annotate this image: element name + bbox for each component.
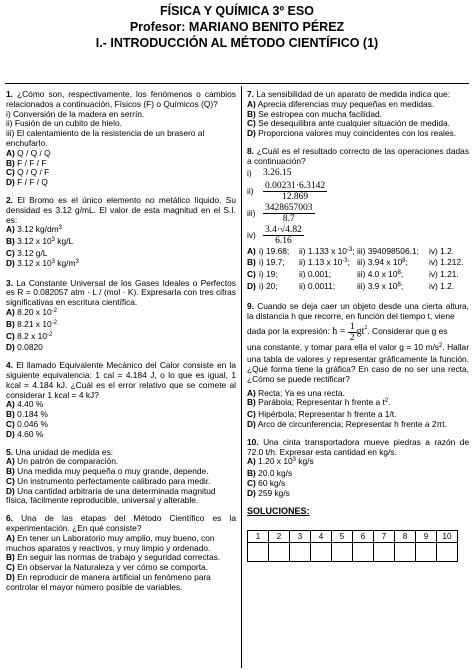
unit-title: I.- INTRODUCCIÓN AL MÉTODO CIENTÍFICO (1)	[95, 36, 379, 50]
solution-number: 9	[416, 531, 437, 543]
question-4	[6, 361, 236, 439]
solution-number: 7	[374, 531, 395, 543]
item: ii) Fusión de un cubito de hielo.	[6, 118, 122, 129]
option-c: C) 60 kg/s	[247, 477, 286, 488]
solutions-title: SOLUCIONES:	[247, 505, 310, 516]
option-b: B) 20.0 kg/s	[247, 468, 293, 479]
question-text: Una de las etapas del Método Científico es la experimentación. ¿En qué consiste?	[6, 513, 237, 534]
option-d: D) Proporciona valores muy coincidentes con los reales.	[247, 128, 457, 139]
option-c: C) Se desequilibra ante cualquier situación de medida.	[247, 118, 450, 129]
question-2	[6, 196, 236, 271]
option-a: A) Recta; Ya es una recta.	[247, 387, 345, 398]
option-d: D) 4.60 %	[6, 428, 44, 439]
answer-cell[interactable]	[332, 543, 353, 562]
left-column	[6, 90, 236, 601]
answer-cell[interactable]	[248, 543, 269, 562]
option-c: C) 3.12 g/L	[6, 247, 48, 258]
header-rule	[5, 83, 469, 84]
question-text: Una cinta transportadora mueve piedras a razón de 72.0 t/h. Expresar esta cantidad en kg/s.	[247, 436, 470, 457]
question-1	[6, 90, 236, 188]
option-c: C) Hipérbola; Representar h frente a 1/t.	[247, 409, 397, 420]
question-number: 10.	[247, 436, 259, 447]
question-10	[247, 438, 469, 499]
solution-number: 5	[332, 531, 353, 543]
question-3	[6, 279, 236, 354]
option-a: A) 8.20 x $10^{-2}$	[6, 306, 57, 317]
question-9: 9. Cuando se deja caer un objeto desde una cierta altura, la distancia h que recorre, en función del tiempo t, viene dada por la expresión: h = $\frac{1}{2}$ gt 2 . Considerar que g es una constante, y tomar para ella el valor g = 10 $m/s^2$. Hallar una tabla de valores y representar gráficamente la función. ¿Qué forma tiene la gráfica? En caso de no ser una recta, ¿Cómo se puede rectificar? A) Recta; Ya es una recta. B) Parábola; Representar h frente a $t^2$. C) Hipérbola; Representar h frente a 1/t. D) Arco de circunferencia; Representar h frente a 2πt.	[247, 300, 469, 429]
question-number: 9.	[247, 300, 254, 311]
option-b: B) Una medida muy pequeña o muy grande, depende.	[6, 466, 209, 477]
solution-number: 2	[269, 531, 290, 543]
question-text: La Constante Universal de los Gases Ideales o Perfectos es R = 0.082057 atm · L / (mol · K). Expresarla con tres cifras significativas en escritura científica.	[6, 277, 236, 308]
option-a: A) En tener un Laboratorio muy amplio, muy bueno, con muchos aparatos y reactivos, y muy limpio y ordenado.	[6, 532, 215, 553]
expression-i: i) 3.26.15	[247, 167, 292, 178]
option-a: A) 4.40 %	[6, 399, 44, 410]
solutions-table	[247, 530, 458, 562]
expression-iii: iii) $\frac{3428657003}{8.7}$	[247, 203, 313, 225]
answer-cell[interactable]	[311, 543, 332, 562]
option-a: A) Un patrón de comparación.	[6, 456, 119, 467]
answer-cell[interactable]	[269, 543, 290, 562]
solution-number: 6	[353, 531, 374, 543]
question-7	[247, 90, 469, 139]
option-b: B) En seguir las normas de trabajo y seguridad correctas.	[6, 552, 221, 563]
question-text: Una unidad de medida es:	[15, 446, 114, 457]
formula-line: dada por la expresión: h = $\frac{1}{2}$ gt 2 . Considerar que g es	[247, 321, 448, 343]
option-a: A) 1.20 x $10^3$ kg/s	[247, 456, 314, 467]
option-b: B) Parábola; Representar h frente a $t^2$.	[247, 397, 391, 408]
option-c: C) 0.046 %	[6, 418, 48, 429]
header	[0, 3, 474, 51]
right-column	[247, 90, 469, 562]
option-d: D) 0.0820	[6, 342, 43, 353]
teacher-name: Profesor: MARIANO BENITO PÉREZ	[129, 20, 345, 34]
question-text: La sensibilidad de un aparato de medida indica que:	[256, 89, 451, 99]
option-c: C) En observar la Naturaleza y ver cómo se comporta.	[6, 562, 209, 573]
option-c: C) 8.2 x $10^{-2}$	[6, 330, 53, 341]
option-b: B) F / F / F	[6, 157, 47, 168]
question-number: 4.	[6, 360, 13, 371]
solutions-header-row	[248, 531, 458, 543]
solution-number: 4	[311, 531, 332, 543]
solution-number: 3	[290, 531, 311, 543]
question-8	[247, 147, 469, 294]
expression-ii: ii) $\frac{0.00231\cdot 6.3142}{12.869}$	[247, 181, 326, 203]
solution-number: 10	[437, 531, 458, 543]
question-number: 6.	[6, 513, 13, 524]
question-text: El llamado Equivalente Mecánico del Calor consiste en la siguiente equivalencia: 1 cal = 4.184 J, o lo que es igual, 1 kcal = 4.184 kJ. ¿Cuál es el error relativo que se comete al considerar 1 kcal = 4 kJ?	[6, 360, 237, 400]
question-text: Cuando se deja caer un objeto desde una cierta altura, la distancia h que recorre, en función del tiempo t, viene	[247, 300, 469, 321]
answer-cell[interactable]	[353, 543, 374, 562]
option-c: C) Un instrumento perfectamente calibrado para medir.	[6, 475, 211, 486]
question-number: 5.	[6, 446, 13, 457]
question-6	[6, 514, 236, 592]
question-text: ¿Cómo son, respectivamente, los fenómenos o cambios relacionados a continuación, Físicos (F) o Químicos (Q)?	[6, 89, 236, 109]
course-title: FÍSICA Y QUÍMICA 3º ESO	[160, 4, 314, 18]
option-d: D) En reproducir de manera artificial un fenómeno para controlar el mayor número posible de variables.	[6, 572, 211, 592]
option-b: B) 3.12 x $10^3$ kg/L	[6, 236, 74, 247]
option-b: B) 8.21 x $10^{-2}$	[6, 318, 57, 329]
option-a: A) Aprecia diferencias muy pequeñas en medidas.	[247, 98, 435, 109]
item: iii) El calentamiento de la resistencia de un brasero al enchufarlo.	[6, 128, 205, 148]
fall-formula: h = $\frac{1}{2}$ gt 2	[332, 321, 368, 343]
answer-cell[interactable]	[437, 543, 458, 562]
answer-cell[interactable]	[374, 543, 395, 562]
answer-cell[interactable]	[395, 543, 416, 562]
option-d: D) 3.12 x $10^3$ $kg/m^3$	[6, 257, 79, 268]
solution-number: 1	[248, 531, 269, 543]
question-number: 7.	[247, 89, 254, 99]
question-number: 8.	[247, 145, 254, 156]
option-b: B) Se estropea con mucha facilidad.	[247, 108, 383, 119]
item: i) Conversión de la madera en serrín.	[6, 108, 145, 119]
question-text: El Bromo es el único elemento no metálico líquido. Su densidad es 3.12 g/mL. El valor de esta magnitud en el S.I. es:	[6, 194, 237, 225]
option-d: D) Arco de circunferencia; Representar h frente a 2πt.	[247, 418, 447, 429]
option-d: D) 259 kg/s	[247, 487, 290, 498]
option-a: A) Q / Q / Q	[6, 147, 51, 158]
solutions-answer-row	[248, 543, 458, 562]
question-number: 3.	[6, 277, 13, 288]
option-a: A) 3.12 $kg/dm^3$	[6, 224, 62, 235]
answer-cell[interactable]	[290, 543, 311, 562]
option-b: B) 0.184 %	[6, 409, 48, 420]
question-text: ¿Cuál es el resultado correcto de las operaciones dadas a continuación?	[247, 145, 470, 166]
question-number: 2.	[6, 194, 13, 205]
column-divider	[241, 86, 242, 668]
option-d: D) Una cantidad arbitraria de una determinada magnitud física, fácilmente reproducible, universal y alterable.	[6, 485, 216, 506]
options-grid: A) i) 19.68; ii) 1.133 x $10^{-3}$; iii) 394098506.1; iv) 1.2. B) i) 19.7; ii) 1.13 x $10^{-3}$; iii) 3.94 x $10^8$; iv) 1.212. C) i) 19; ii) 0.001; iii) 4.0 x $10^8$; iv) 1.21. D) i) 20; ii) 0.0011; iii) 3.9 x $10^8$; iv) 1.2.	[247, 245, 464, 291]
question-number: 1.	[6, 89, 13, 99]
question-5	[6, 448, 236, 507]
answer-cell[interactable]	[416, 543, 437, 562]
expression-iv: iv) $\frac{3.4\cdot√4.82}{6.16}$	[247, 225, 302, 247]
solution-number: 8	[395, 531, 416, 543]
option-d: D) F / F / Q	[6, 177, 48, 188]
option-c: C) Q / Q / F	[6, 167, 50, 178]
